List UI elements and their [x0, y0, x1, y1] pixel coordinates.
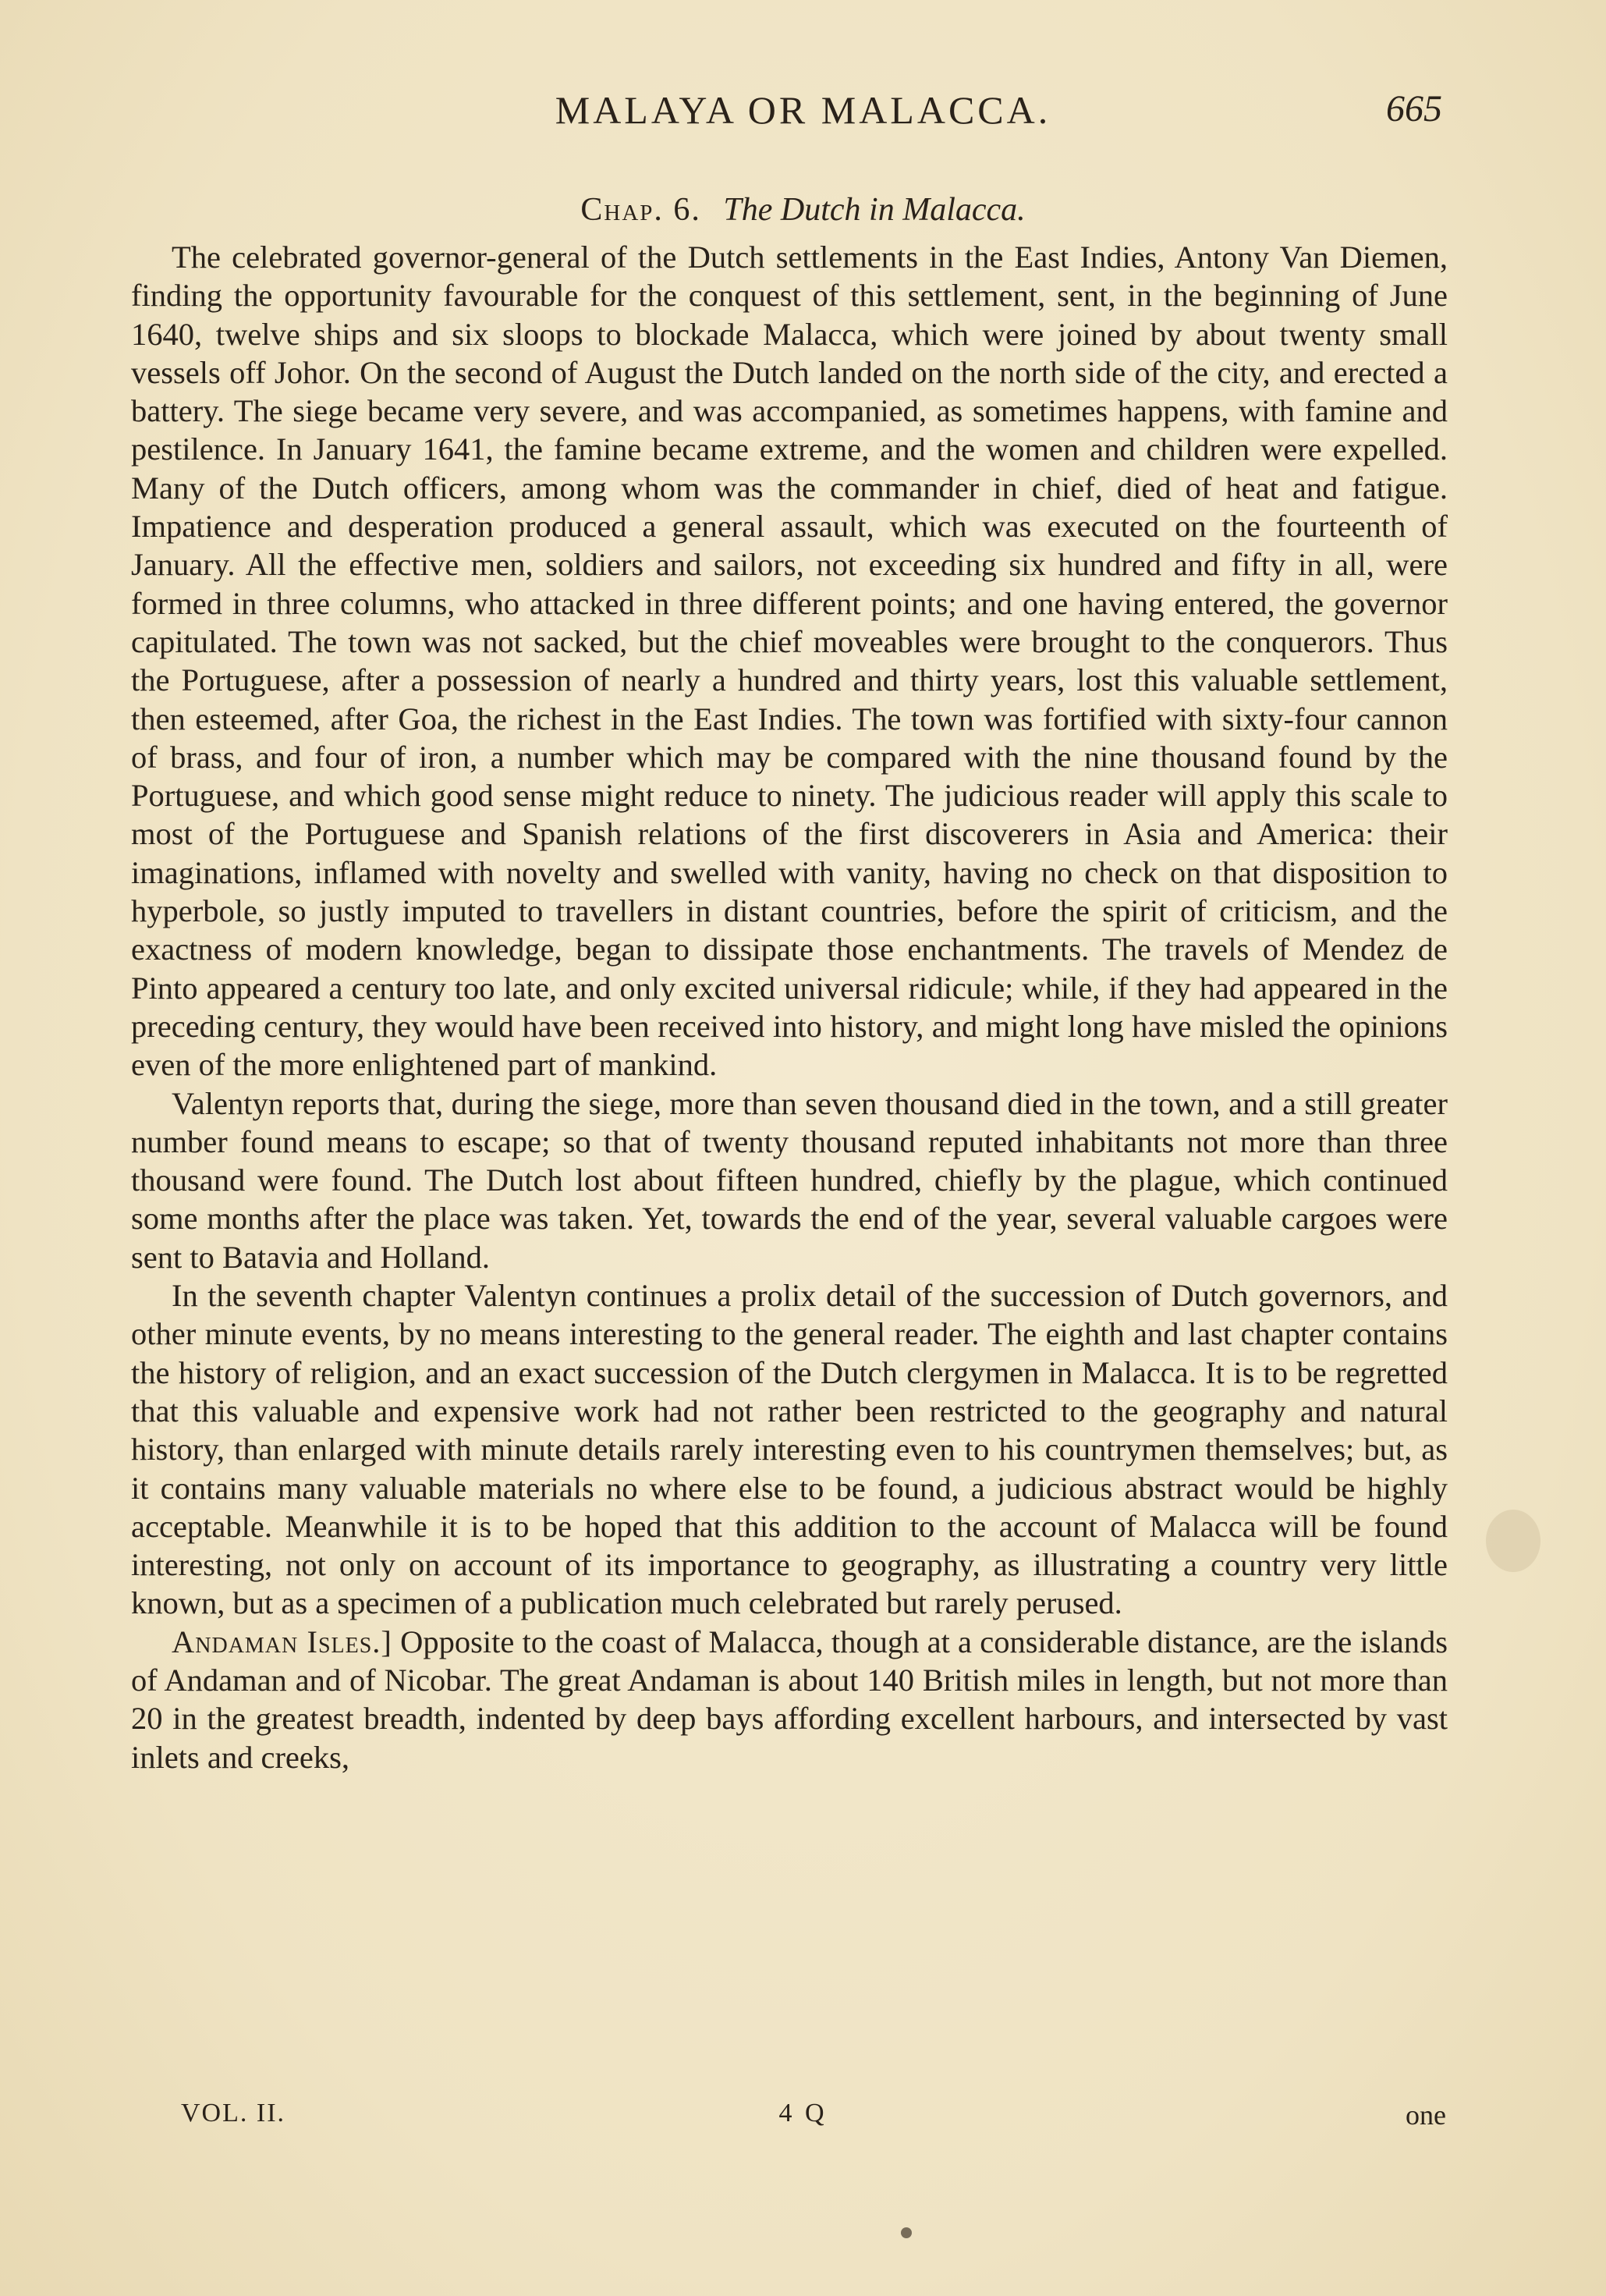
- chapter-title: The Dutch in Malacca.: [723, 192, 1026, 228]
- chapter-label: Chap. 6.: [580, 192, 701, 228]
- body-text: [131, 238, 1448, 1776]
- running-head: [0, 87, 1606, 142]
- paper-stain: [901, 2227, 912, 2238]
- paragraph-valentyn-report: Valentyn reports that, during the siege, more than seven thousand died in the town, and a still greater number found means to escape; so that of twenty thousand reputed inhabitants not more than three thousand were found. The Dutch lost about fifteen hundred, chiefly by the plague, which continued some months after the place was taken. Yet, towards the end of the year, several valuable cargoes were sent to Batavia and Holland.: [131, 1085, 1448, 1275]
- signature-mark: 4 Q: [778, 2099, 828, 2127]
- paper-stain: [1486, 1510, 1540, 1572]
- volume-mark: VOL. II.: [181, 2099, 286, 2127]
- andaman-text: Opposite to the coast of Malacca, though at a considerable distance, are the islands of Andaman and of Nicobar. The great Andaman is about 140 British miles in length, but not more than 20 in the greatest breadth, indented by deep bays affording excellent harbours, and intersected by vast inlets and creeks,: [131, 1624, 1448, 1775]
- catchword: one: [1406, 2099, 1446, 2131]
- chapter-heading: [0, 191, 1606, 229]
- page-footer: [0, 2099, 1606, 2138]
- paragraph-andaman-isles: [131, 1623, 1448, 1776]
- running-title: MALAYA OR MALACCA.: [555, 88, 1051, 132]
- section-label-andaman: Andaman Isles.]: [172, 1624, 392, 1659]
- paragraph-valentyn-chapters: In the seventh chapter Valentyn continues a prolix detail of the succession of Dutch governors, and other minute events, by no means interesting to the general reader. The eighth and last chapter contains the history of religion, and an exact succession of the Dutch clergymen in Malacca. It is to be regretted that this valuable and expensive work had not rather been restricted to the geography and natural history, than enlarged with minute details rarely interesting even to his countrymen themselves; but, as it contains many valuable materials no where else to be found, a judicious abstract would be highly acceptable. Meanwhile it is to be hoped that this addition to the account of Malacca will be found interesting, not only on account of its importance to geography, as illustrating a country very little known, but as a specimen of a publication much celebrated but rarely perused.: [131, 1278, 1448, 1621]
- paragraph-dutch-siege: The celebrated governor-general of the Dutch settlements in the East Indies, Antony Van Diemen, finding the opportunity favourable for the conquest of this settlement, sent, in the beginning of June 1640, twelve ships and six sloops to blockade Malacca, which were joined by about twenty small vessels off Johor. On the second of August the Dutch landed on the north side of the city, and erected a battery. The siege became very severe, and was accompanied, as sometimes happens, with famine and pestilence. In January 1641, the famine became extreme, and the women and children were expelled. Many of the Dutch officers, among whom was the commander in chief, died of heat and fatigue. Impatience and desperation produced a general assault, which was executed on the fourteenth of January. All the effective men, soldiers and sailors, not exceeding six hundred and fifty in all, were formed in three columns, who attacked in three different points; and one having entered, the governor capitulated. The town was not sacked, but the chief moveables were brought to the conquerors. Thus the Portuguese, after a possession of nearly a hundred and thirty years, lost this valuable settlement, then esteemed, after Goa, the richest in the East Indies. The town was fortified with sixty-four cannon of brass, and four of iron, a number which may be compared with the nine thousand found by the Portuguese, and which good sense might reduce to ninety. The judicious reader will apply this scale to most of the Portuguese and Spanish relations of the first discoverers in Asia and America: their imaginations, inflamed with novelty and swelled with vanity, having no check on that disposition to hyperbole, so justly imputed to travellers in distant countries, before the spirit of criticism, and the exactness of modern knowledge, began to dissipate those enchantments. The travels of Mendez de Pinto appeared a century too late, and only excited universal ridicule; while, if they had appeared in the preceding century, they would have been received into history, and might long have misled the opinions even of the more enlightened part of mankind.: [131, 240, 1448, 1083]
- page-number: 665: [1386, 88, 1442, 130]
